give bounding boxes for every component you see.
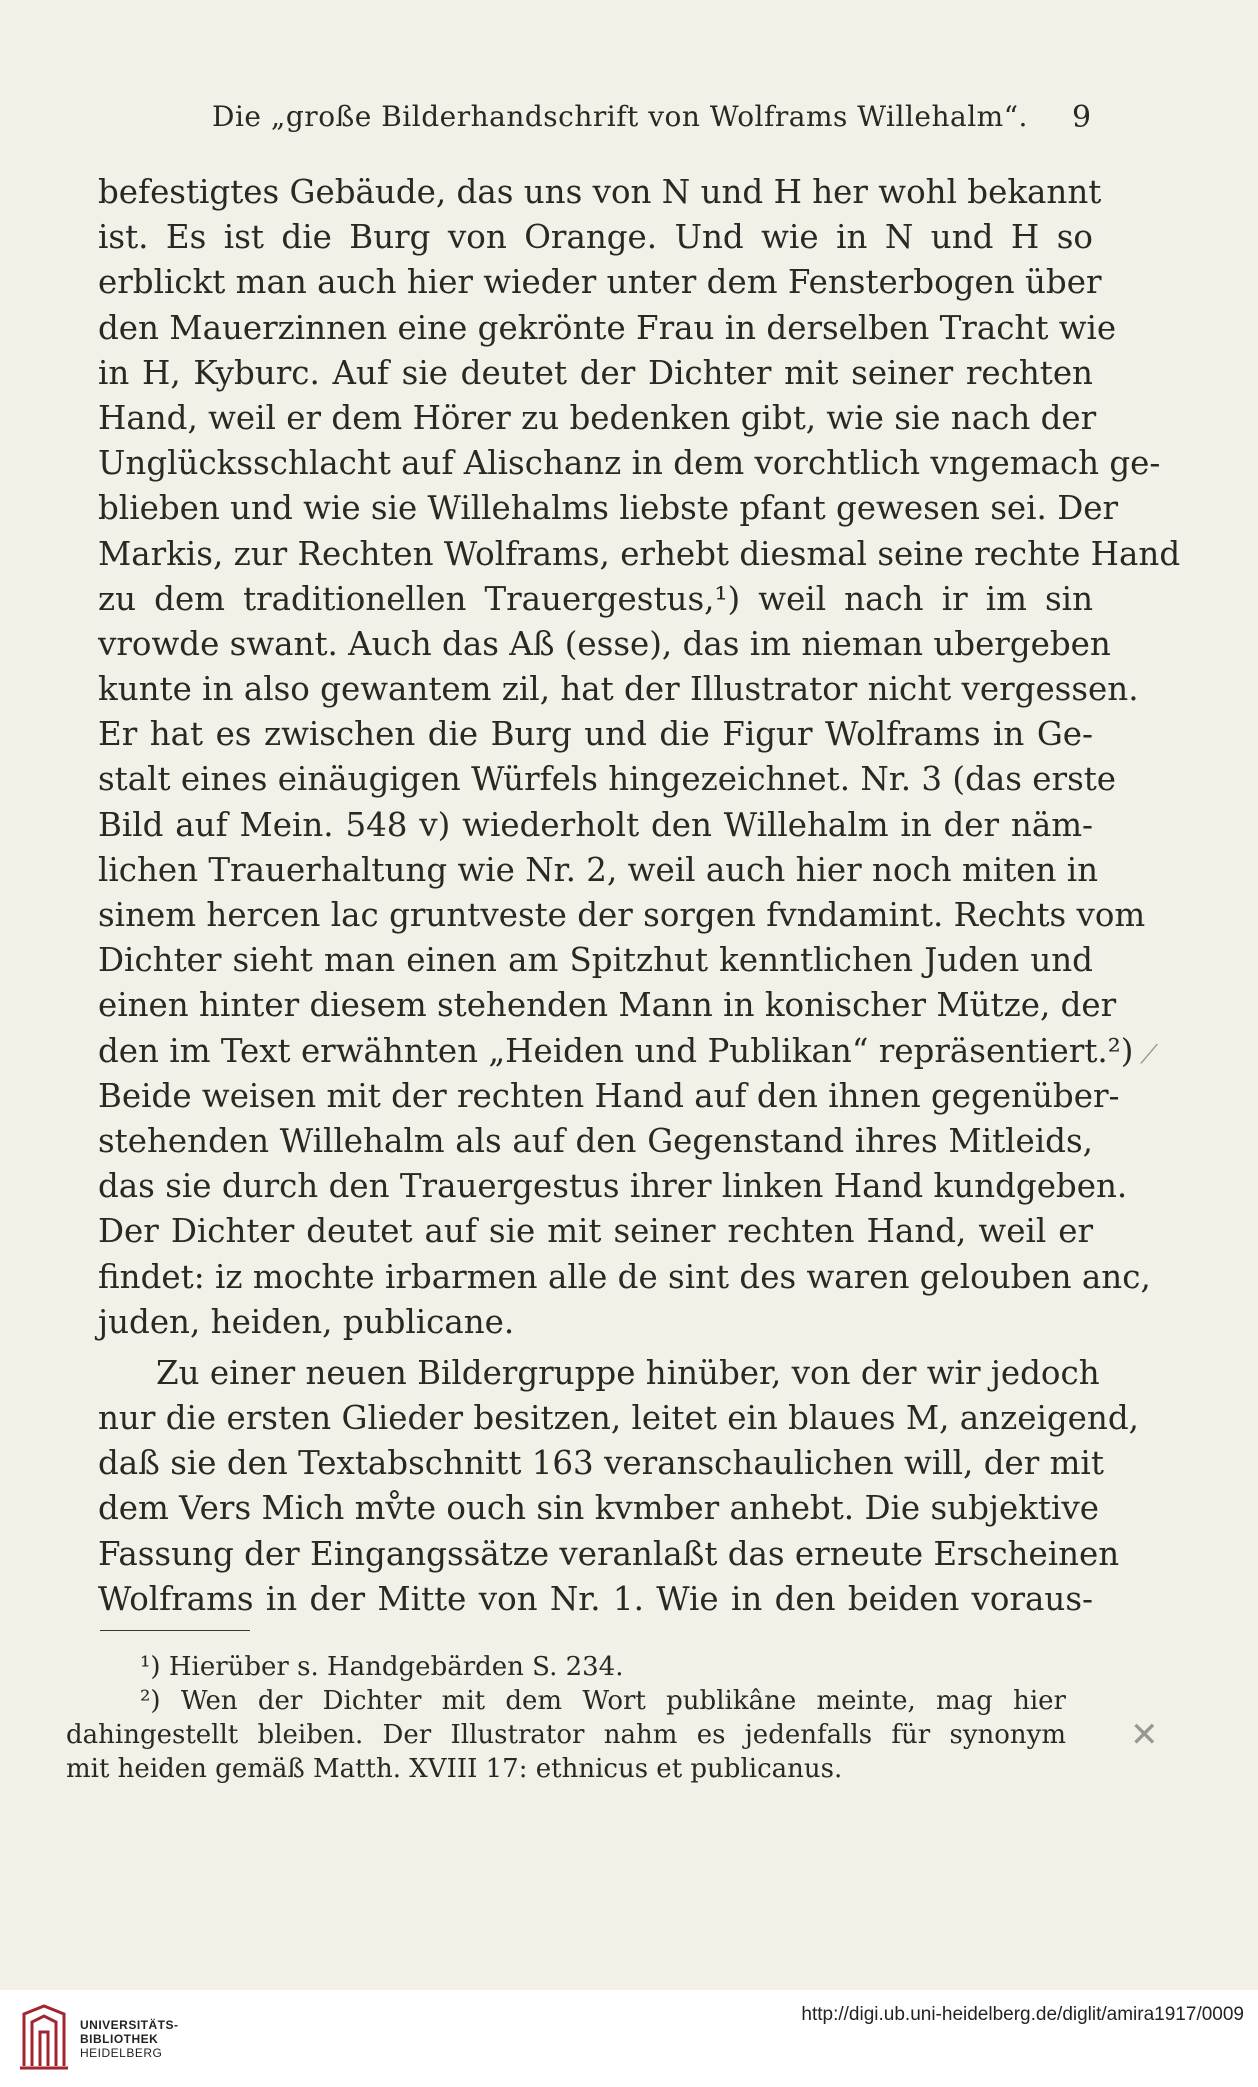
library-name-line-3: HEIDELBERG <box>80 2046 163 2060</box>
text-line: lichen Trauerhaltung wie Nr. 2, weil auch hier noch miten in <box>98 850 1099 889</box>
text-line: ist. Es ist die Burg von Orange. Und wie in N und H so <box>98 218 1093 257</box>
library-name-line-2: BIBLIOTHEK <box>80 2032 159 2046</box>
text-line: Markis, zur Rechten Wolframs, erhebt diesmal seine rechte Hand <box>98 534 1181 573</box>
text-line: daß sie den Textabschnitt 163 veranschaulichen will, der mit <box>98 1444 1104 1483</box>
text-line: den im Text erwähnten „Heiden und Publikan“ repräsentiert.²) <box>98 1031 1134 1070</box>
source-url-link[interactable]: http://digi.ub.uni-heidelberg.de/diglit/amira1917/0009 <box>801 2004 1244 2025</box>
text-line: dem Vers Mich mv̊te ouch sin kvmber anhebt. Die subjektive <box>98 1489 1099 1528</box>
footnote-1: ¹) Hierüber s. Handgebärden S. 234. <box>140 1652 624 1682</box>
text-line: zu dem traditionellen Trauergestus,¹) weil nach ir im sin <box>98 579 1093 618</box>
text-line: nur die ersten Glieder besitzen, leitet ein blaues M, anzeigend, <box>98 1399 1139 1438</box>
text-line: Dichter sieht man einen am Spitzhut kenntlichen Juden und <box>98 941 1093 980</box>
footer-bar <box>0 1990 1258 2087</box>
text-line: blieben und wie sie Willehalms liebste pfant gewesen sei. Der <box>98 489 1119 528</box>
text-line: befestigtes Gebäude, das uns von N und H her wohl bekannt <box>98 173 1102 211</box>
footnotes <box>66 1650 1066 1786</box>
footnote-2-end: mit heiden gemäß Matth. XVIII 17: ethnicus et publicanus. <box>66 1754 843 1784</box>
running-head-title: Die „große Bilderhandschrift von Wolframs Willehalm“. <box>212 100 1028 133</box>
text-line: sinem hercen lac gruntveste der sorgen fvndamint. Rechts vom <box>98 896 1146 934</box>
library-name-line-1: UNIVERSITÄTS- <box>80 2018 179 2032</box>
text-line: Unglücksschlacht auf Alischanz in dem vorchtlich vngemach ge- <box>98 444 1161 483</box>
footnote-2: ²) Wen der Dichter mit dem Wort publikâne meinte, mag hier <box>140 1686 1066 1716</box>
text-line: Wolframs in der Mitte von Nr. 1. Wie in den beiden voraus- <box>98 1579 1093 1618</box>
text-line: erblickt man auch hier wieder unter dem Fensterbogen über <box>98 263 1102 302</box>
text-line: findet: iz mochte irbarmen alle de sint des waren gelouben anc, <box>98 1257 1151 1296</box>
margin-mark: ⟋ <box>1140 1040 1159 1070</box>
text-line: den Mauerzinnen eine gekrönte Frau in derselben Tracht wie <box>98 308 1117 347</box>
footnote-2-cont: dahingestellt bleiben. Der Illustrator nahm es jedenfalls für synonym <box>66 1720 1066 1750</box>
text-line: in H, Kyburc. Auf sie deutet der Dichter mit seiner rechten <box>98 353 1093 392</box>
text-line: Fassung der Eingangssätze veranlaßt das erneute Erscheinen <box>98 1534 1120 1573</box>
library-logo-icon <box>18 2002 70 2074</box>
text-line: Zu einer neuen Bildergruppe hinüber, von der wir jedoch <box>156 1353 1100 1392</box>
margin-mark: ✕ <box>1130 1715 1159 1755</box>
text-line: Er hat es zwischen die Burg und die Figur Wolframs in Ge- <box>98 715 1093 754</box>
text-line: einen hinter diesem stehenden Mann in konischer Mütze, der <box>98 986 1117 1025</box>
library-name <box>80 2018 179 2060</box>
text-line: Der Dichter deutet auf sie mit seiner rechten Hand, weil er <box>98 1212 1093 1251</box>
text-line: stehenden Willehalm als auf den Gegenstand ihres Mitleids, <box>98 1121 1093 1160</box>
text-line: kunte in also gewantem zil, hat der Illustrator nicht vergessen. <box>98 670 1139 709</box>
text-line: das sie durch den Trauergestus ihrer linken Hand kundgeben. <box>98 1167 1128 1206</box>
running-head <box>0 100 1258 140</box>
page-number: 9 <box>1072 100 1092 135</box>
text-line: Bild auf Mein. 548 v) wiederholt den Willehalm in der näm- <box>98 805 1093 844</box>
text-line: vrowde swant. Auch das Aß (esse), das im nieman ubergeben <box>98 624 1111 663</box>
text-line: Hand, weil er dem Hörer zu bedenken gibt, wie sie nach der <box>98 398 1097 437</box>
body-text <box>98 170 1181 1622</box>
text-line: Beide weisen mit der rechten Hand auf den ihnen gegenüber- <box>98 1076 1120 1115</box>
text-line: stalt eines einäugigen Würfels hingezeichnet. Nr. 3 (das erste <box>98 760 1117 799</box>
text-line: juden, heiden, publicane. <box>98 1302 515 1341</box>
footnote-rule <box>100 1630 250 1631</box>
